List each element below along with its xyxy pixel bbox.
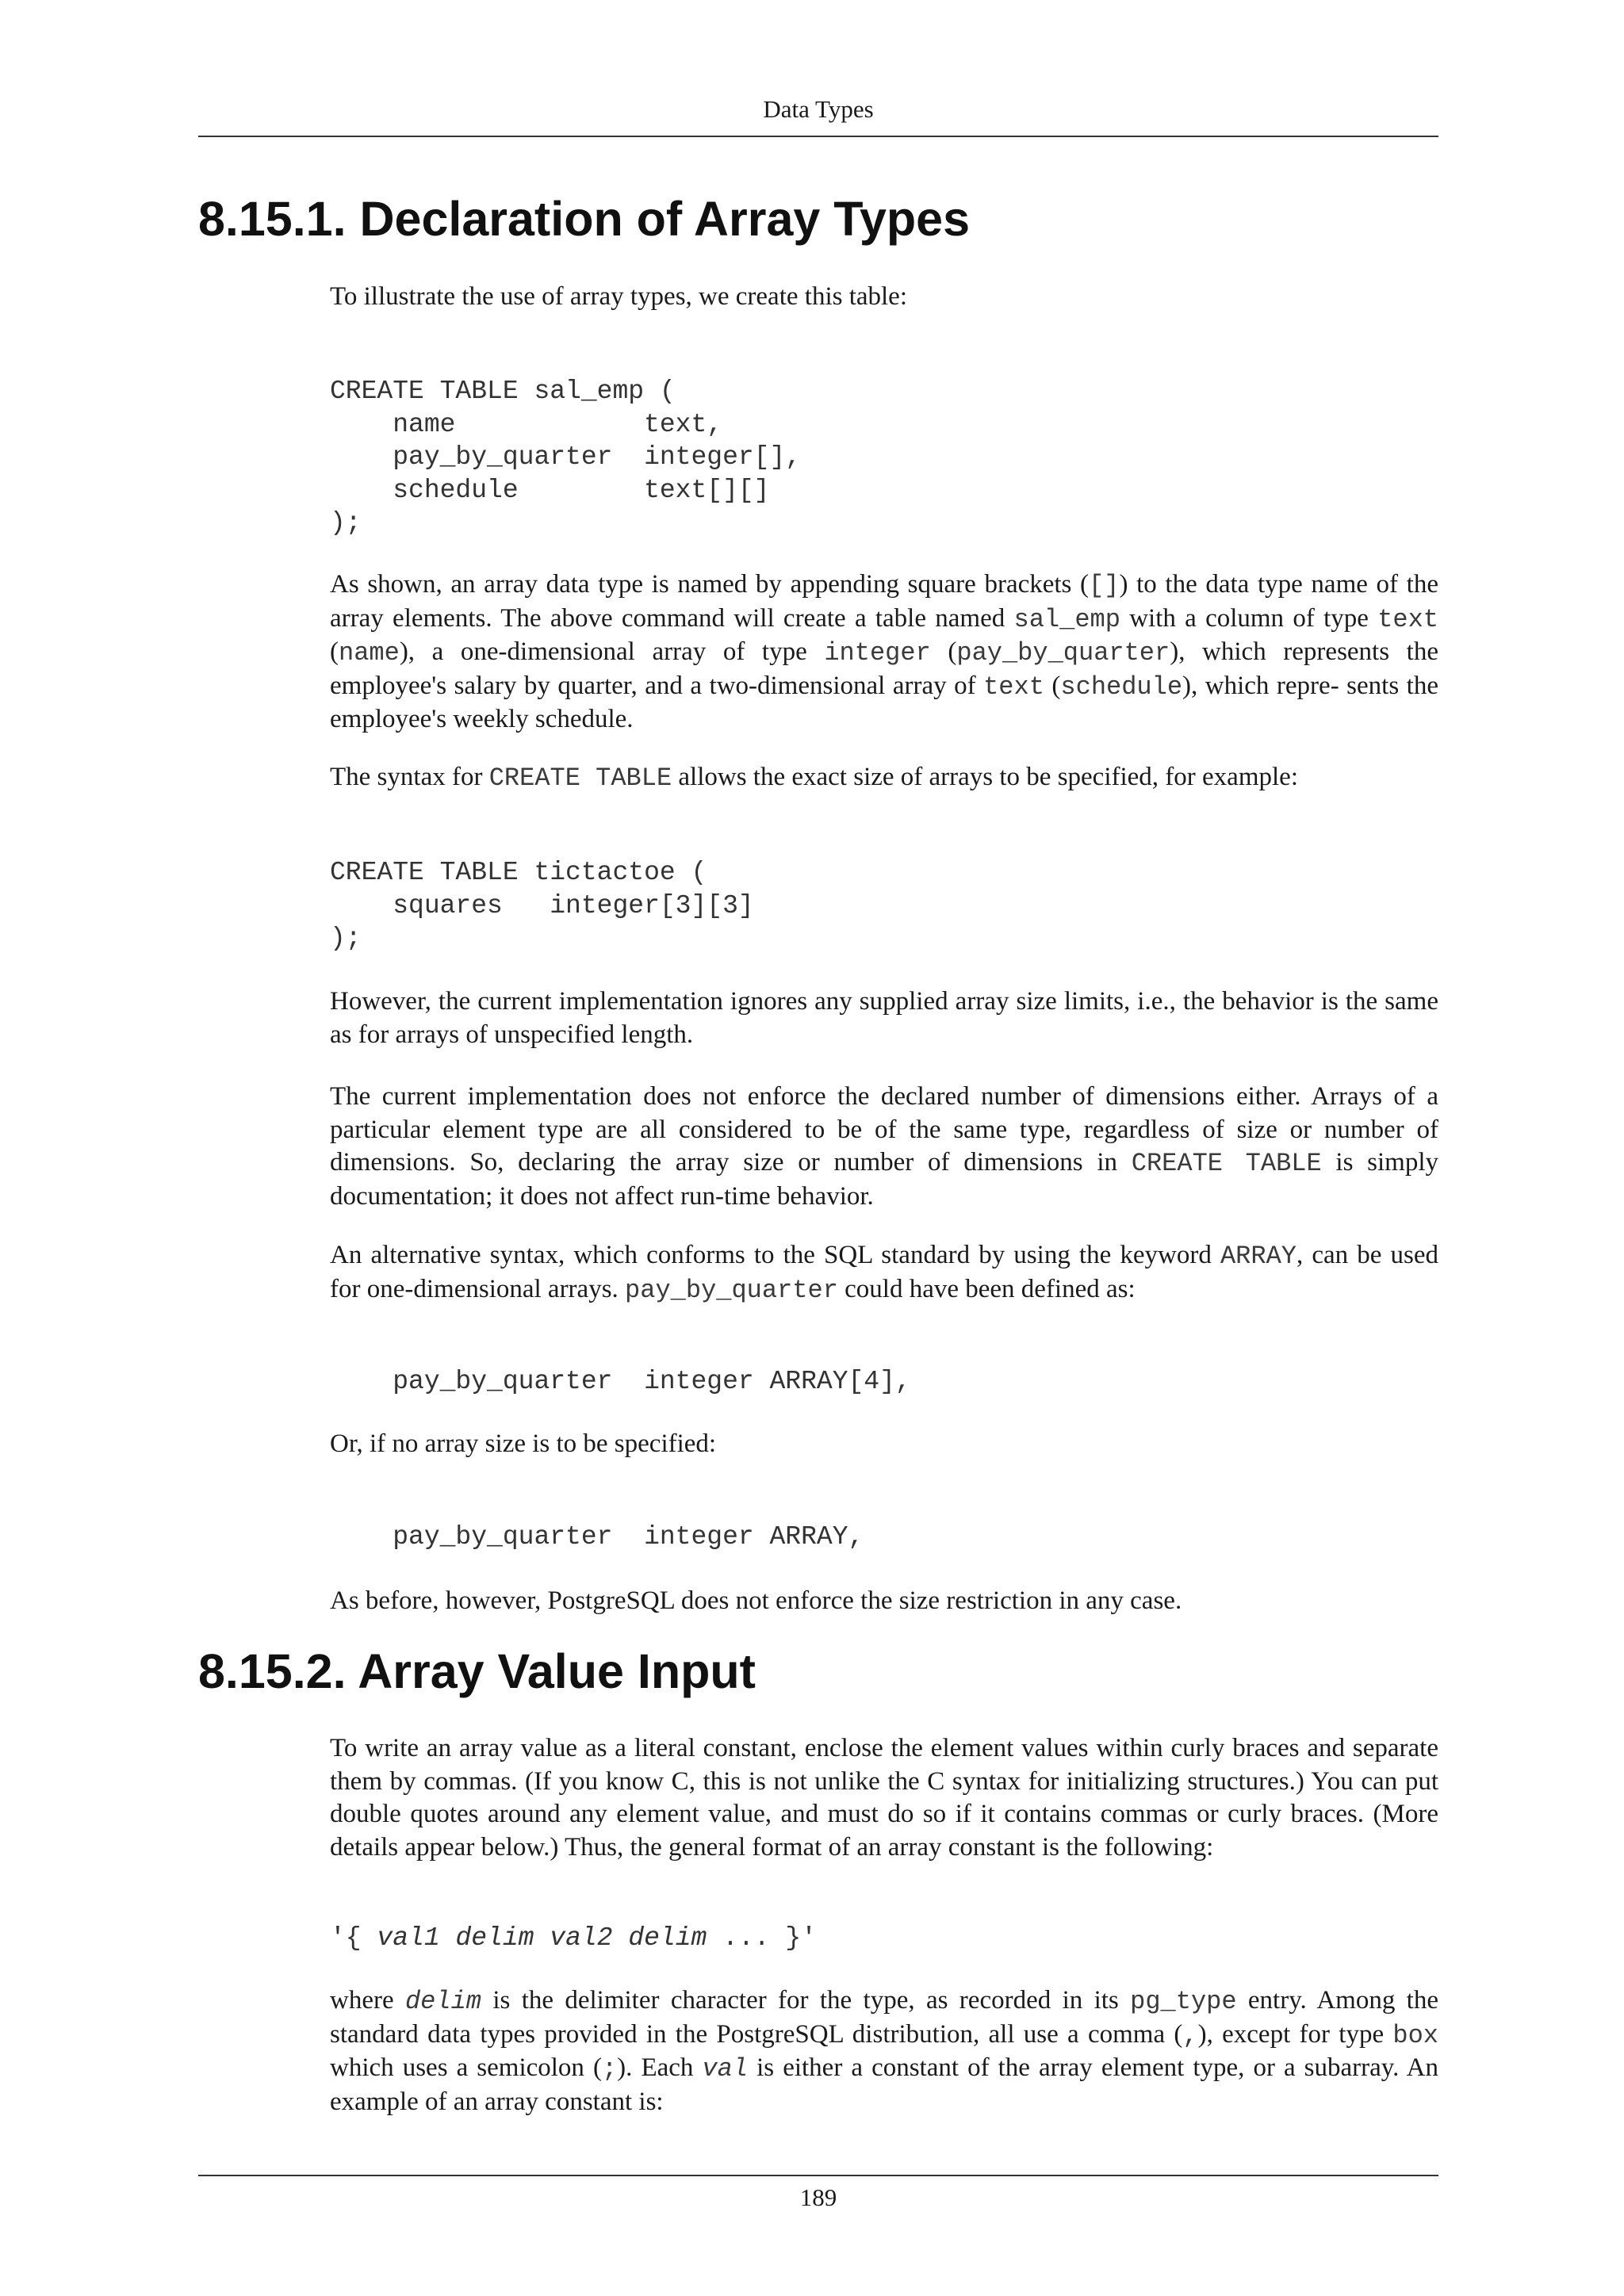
running-header: Data Types (763, 95, 874, 123)
paragraph-alternative-syntax: An alternative syntax, which conforms to the SQL standard by using the keyword ARRAY, can be used for one-dimensional arrays. pay_by_quarter could have been defined as: (330, 1241, 1438, 1305)
section-heading-array-value-input: 8.15.2. Array Value Input (198, 1644, 756, 1698)
footer-rule (198, 2175, 1438, 2176)
paragraph-array-type-naming: As shown, an array data type is named by appending square brackets ([]) to the data type name of the array elements. The above command will create a table named sal_emp with a column of type text (name), a one-dimensional array of type integer (pay_by_quarter), which represents the employee's salary by quarter, and a two-dimensional array of text (schedule), which repre- sents the employee's weekly schedule. (330, 570, 1438, 733)
page-number: 189 (799, 2183, 837, 2211)
paragraph-delimiter: where delim is the delimiter character for the type, as recorded in its pg_type entry. Among the standard data types provided in the PostgreSQL distribution, all use a comma (,), except for type box which uses a semicolon (;). Each val is either a constant of the array element type, or a subarray. An example of an array constant is: (330, 1986, 1438, 2116)
paragraph-literal-constant: To write an array value as a literal constant, enclose the element values within curly braces and separate them by commas. (If you know C, this is not unlike the C syntax for initializing structures.) You can put double quotes around any element value, and must do so if it contains commas or curly braces. (More details appear below.) Thus, the general format of an array constant is the following: (330, 1734, 1438, 1862)
paragraph-no-array-size: Or, if no array size is to be specified: (330, 1429, 717, 1458)
paragraph-dimensions-not-enforced: The current implementation does not enforce the declared number of dimensions either. Arrays of a particular element type are all considered to be of the same type, regardless of size or number of dimensions. So, declaring the array size or number of dimensions in CREATE TABLE is simply documentation; it does not affect run-time behavior. (330, 1082, 1439, 1211)
paragraph-size-limits-ignored: However, the current implementation ignores any supplied array size limits, i.e., the behavior is the same as for arrays of unspecified length. (330, 987, 1438, 1049)
code-block-create-tictactoe: CREATE TABLE tictactoe ( squares integer[3][3] ); (330, 858, 754, 953)
code-block-array-no-size: pay_by_quarter integer ARRAY, (330, 1522, 864, 1552)
code-block-create-sal-emp: CREATE TABLE sal_emp ( name text, pay_by_quarter integer[], schedule text[][] ); (330, 377, 802, 538)
paragraph-create-table-syntax: The syntax for CREATE TABLE allows the exact size of arrays to be specified, for example: (330, 763, 1298, 793)
header-rule (198, 136, 1438, 137)
paragraph-intro: To illustrate the use of array types, we create this table: (330, 282, 907, 311)
section-heading-declaration: 8.15.1. Declaration of Array Types (198, 192, 971, 246)
paragraph-size-not-enforced: As before, however, PostgreSQL does not enforce the size restriction in any case. (330, 1586, 1182, 1615)
code-block-array-size-four: pay_by_quarter integer ARRAY[4], (330, 1367, 911, 1396)
code-block-array-constant-format: '{ val1 delim val2 delim ... }' (330, 1923, 817, 1953)
